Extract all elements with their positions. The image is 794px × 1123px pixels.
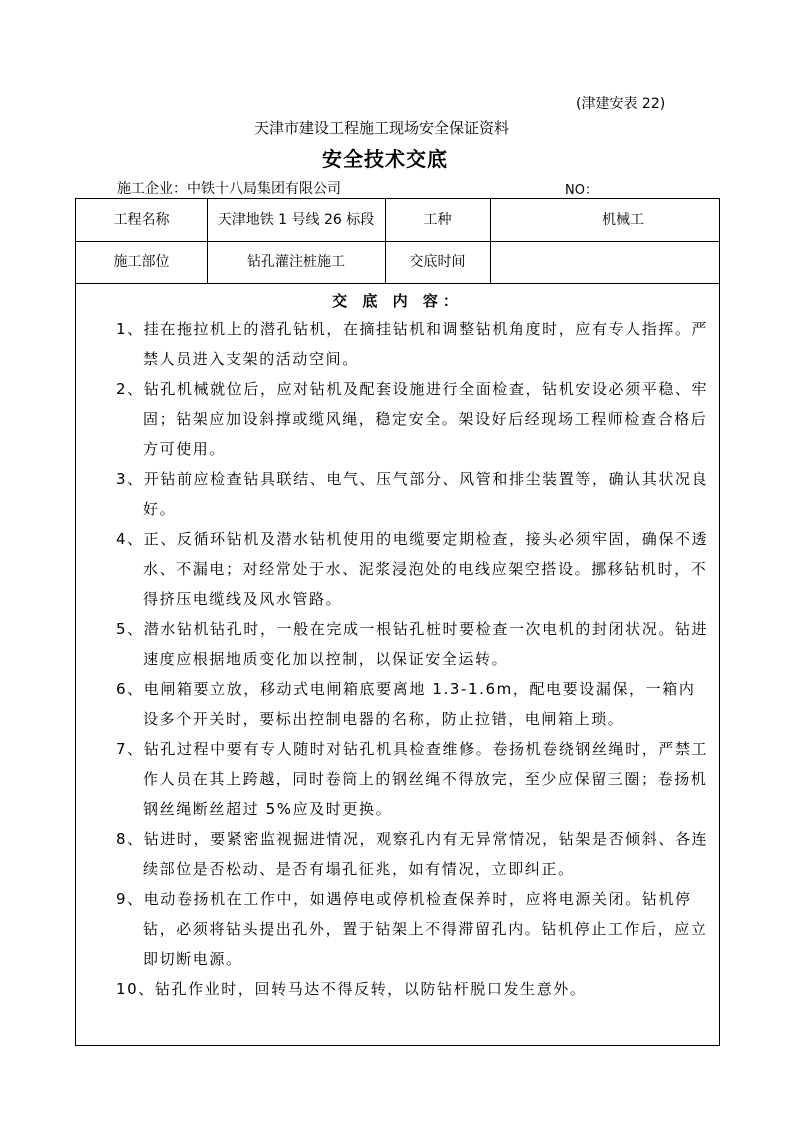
document-title: 安全技术交底: [322, 147, 448, 171]
row-divider: [76, 283, 719, 284]
disclosure-item: 4、正、反循环钻机及潜水钻机使用的电缆要定期检查，接头必须牢固，确保不透水、不漏电；对经常处于水、泥浆浸泡处的电线应架空搭设。挪移钻机时，不得挤压电缆线及风水管路。: [116, 530, 709, 608]
project-name-label: 工程名称: [113, 211, 170, 228]
disclosure-item: 7、钻孔过程中要有专人随时对钻孔机具检查维修。卷扬机卷绕钢丝绳时，严禁工作人员在其上跨越，同时卷筒上的钢丝绳不得放完，至少应保留三圈；卷扬机钢丝绳断丝超过 5%应及时更换。: [116, 740, 709, 818]
construction-location-value: 钻孔灌注桩施工: [247, 253, 345, 270]
disclosure-item: 1、挂在拖拉机上的潜孔钻机，在摘挂钻机和调整钻机角度时，应有专人指挥。严禁人员进入支架的活动空间。: [116, 320, 709, 368]
form-code: (津建安表 22): [576, 96, 666, 112]
trade-label: 工种: [423, 211, 452, 228]
company-name: 中铁十八局集团有限公司: [187, 181, 341, 197]
disclosure-item: 6、电闸箱要立放，移动式电闸箱底要离地 1.3-1.6m，配电要设漏保，一箱内设多个开关时，要标出控制电器的名称，防止拉错，电闸箱上琐。: [116, 680, 696, 728]
company-label: 施工企业：: [117, 181, 187, 197]
construction-location-label: 施工部位: [113, 253, 170, 270]
project-name-value: 天津地铁 1 号线 26 标段: [217, 211, 375, 228]
disclosure-item: 2、钻孔机械就位后，应对钻机及配套设施进行全面检查，钻机安设必须平稳、牢固；钻架应加设斜撑或缆风绳，稳定安全。架设好后经现场工程师检查合格后方可使用。: [116, 380, 709, 458]
disclosure-date-label: 交底时间: [409, 253, 466, 270]
content-title: 交 底 内 容：: [332, 292, 463, 310]
document-number-label: NO：: [565, 183, 598, 198]
trade-value: 机械工: [602, 211, 644, 228]
disclosure-form-table: [75, 198, 720, 1046]
disclosure-item: 10、钻孔作业时，回转马达不得反转，以防钻杆脱口发生意外。: [116, 980, 587, 998]
disclosure-item: 9、电动卷扬机在工作中，如遇停电或停机检查保养时，应将电源关闭。钻机停钻，必须将钻头提出孔外，置于钻架上不得滞留孔内。钻机停止工作后，应立即切断电源。: [116, 890, 708, 968]
disclosure-item: 8、钻进时，要紧密监视掘进情况，观察孔内有无异常情况，钻架是否倾斜、各连续部位是否松动、是否有塌孔征兆，如有情况，立即纠正。: [116, 830, 709, 878]
disclosure-item: 3、开钻前应检查钻具联结、电气、压气部分、风管和排尘装置等，确认其状况良好。: [116, 470, 709, 518]
disclosure-date-value: [490, 241, 719, 283]
disclosure-item: 5、潜水钻机钻孔时，一般在完成一根钻孔桩时要检查一次电机的封闭状况。钻进速度应根据地质变化加以控制，以保证安全运转。: [116, 620, 709, 668]
company-line: [117, 178, 341, 198]
organization-title: 天津市建设工程施工现场安全保证资料: [254, 119, 510, 137]
disclosure-items-list: [76, 314, 719, 1004]
